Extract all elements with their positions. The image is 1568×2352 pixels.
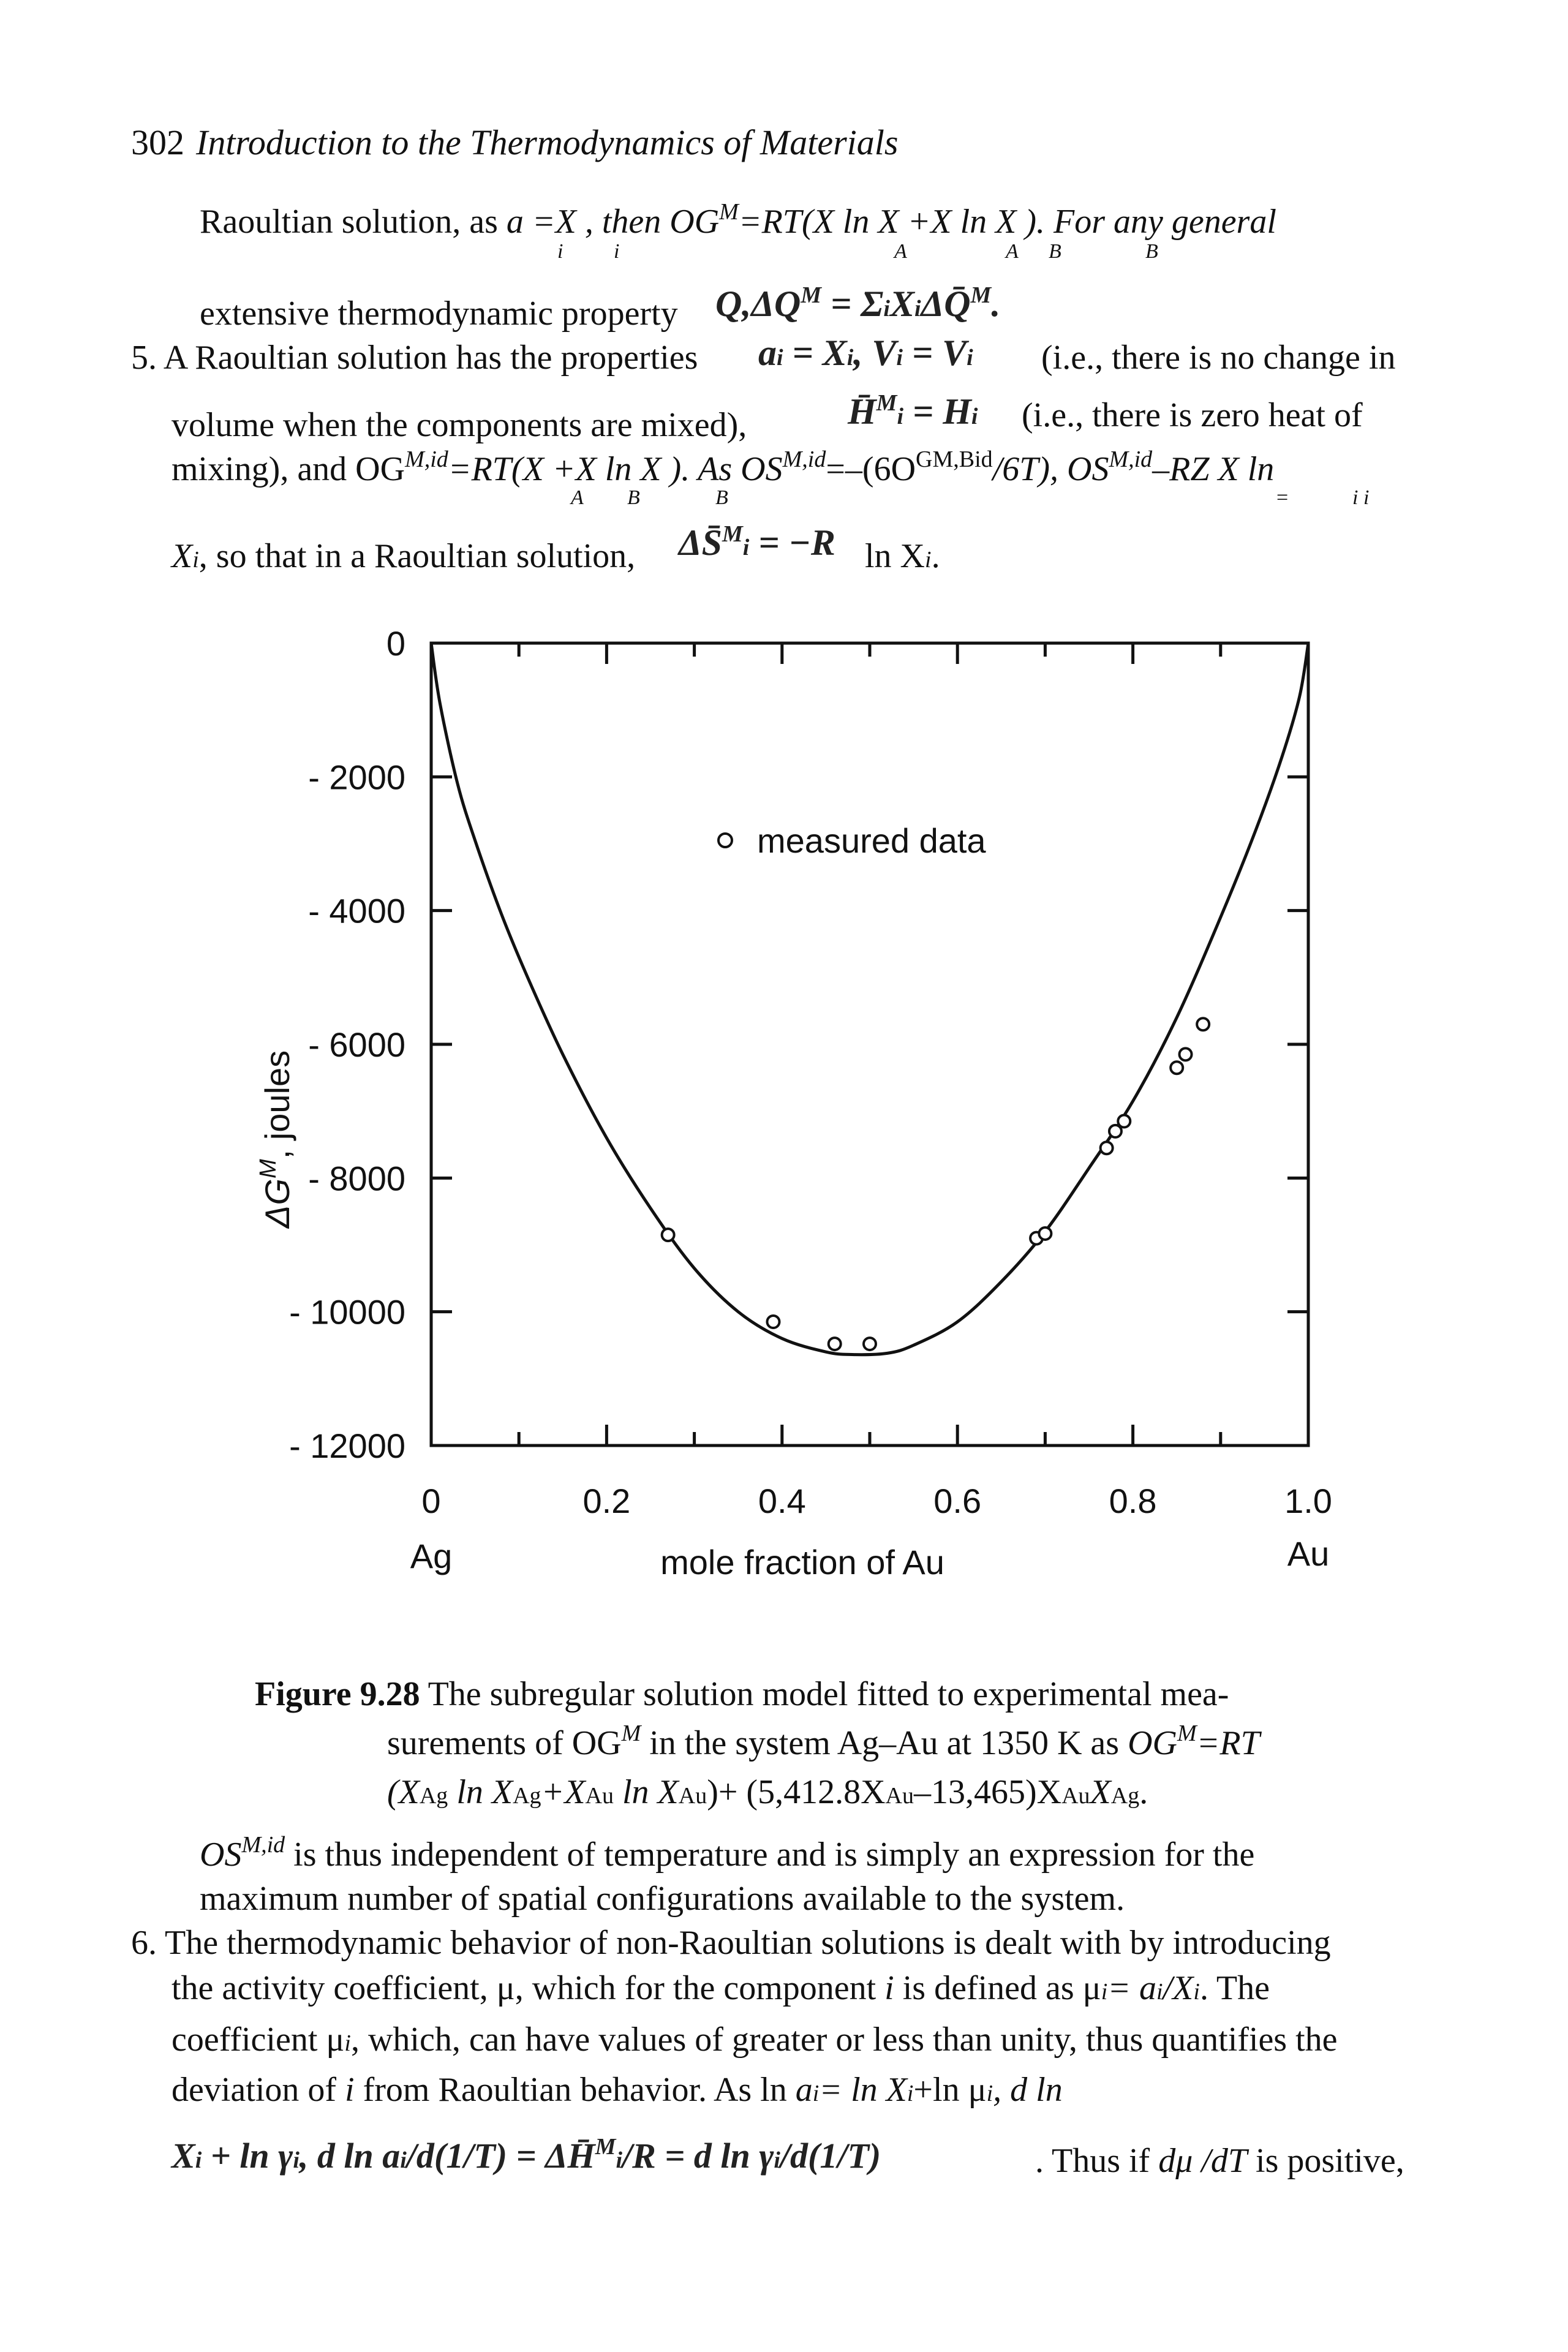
item6-3b: , which, can have values of greater or less than unity, thus quantifies the: [350, 2021, 1338, 2059]
line-1-c: =RT(X ln X +X ln X ). For any general: [738, 203, 1276, 241]
line-3-eq-b: = X: [783, 333, 847, 373]
item6-5-eq-a: X: [172, 2136, 195, 2176]
y-tick-label: - 10000: [289, 1292, 405, 1332]
item6-line-1: 6. The thermodynamic behavior of non-Raoultian solutions is dealt with by introducing: [131, 1924, 1331, 1962]
y-tick-label: - 8000: [308, 1159, 405, 1198]
line-5-sub-b2: B: [715, 486, 728, 509]
figure-caption-line-3: [387, 1775, 1148, 1809]
line-4-eq-sub2: i: [971, 404, 978, 429]
x-tick-label: 0.6: [933, 1482, 982, 1520]
y-tick-label: - 12000: [289, 1427, 405, 1465]
line-1-sup: M: [719, 199, 739, 225]
y-tick-label: - 2000: [308, 758, 405, 797]
item6-5-eq-f: /d(1/T): [780, 2136, 881, 2176]
line-1-sub-b2: B: [1145, 240, 1158, 263]
line-6-c1: ln X: [865, 537, 925, 575]
line-4-eq-b: = H: [903, 391, 971, 432]
item6-5d: is positive,: [1247, 2142, 1404, 2180]
line-2-eq-d: ΔQ̄: [921, 284, 971, 324]
line-4-eq-sub: i: [897, 404, 904, 429]
y-tick-label: - 4000: [308, 891, 405, 930]
line-2-eq-sub-i: i: [883, 296, 890, 322]
item6-5-eq-d: /d(1/T) = ΔH̄: [406, 2136, 595, 2176]
data-point: [1039, 1227, 1051, 1240]
line-4-eq-sup: M: [876, 390, 897, 416]
cap3-s6: Au: [1061, 1783, 1090, 1809]
line-3-eq-sub2: i: [846, 345, 854, 371]
line-5-sup3: GM,Bid: [916, 447, 993, 472]
data-point: [1101, 1142, 1113, 1154]
chart-axes: [431, 643, 1308, 1446]
item6-4c: from Raoultian behavior. As ln: [354, 2071, 796, 2109]
x-tick-label: 0: [421, 1482, 441, 1520]
line-5-a: mixing), and OG: [172, 450, 405, 488]
page-number: 302: [131, 123, 184, 162]
line-5-sub-a: A: [571, 486, 584, 509]
x-tick-label: 0.8: [1109, 1482, 1157, 1520]
cap3-s7: Ag: [1110, 1783, 1140, 1809]
line-5-sub-b: B: [627, 486, 640, 509]
line-4-eq-a: H̄: [848, 391, 876, 432]
item6-3-sub: i: [344, 2030, 351, 2056]
line-3-eq-sub1: i: [777, 345, 783, 371]
para-end-1b: is thus independent of temperature and is simply an expression for the: [293, 1836, 1255, 1874]
item6-5-eq-s2: i: [293, 2147, 300, 2173]
item6-2f: . The: [1199, 1969, 1270, 2007]
line-6-eq-a: ΔS̄: [679, 522, 722, 563]
item6-5-eq-c: , d ln a: [299, 2136, 401, 2176]
line-3-eq-c: , V: [853, 333, 897, 373]
item6-5-eq-s1: i: [195, 2147, 202, 2173]
item6-4a: deviation of: [172, 2071, 345, 2109]
line-1-sub-a2: A: [1006, 240, 1019, 263]
data-point: [1180, 1048, 1192, 1060]
line-4-b: (i.e., there is zero heat of: [1022, 396, 1363, 434]
caption-line-2-sup2: M: [1177, 1721, 1197, 1746]
item6-4f: +ln μ: [913, 2071, 987, 2109]
line-3-eq-sub4: i: [967, 345, 973, 371]
cap3-s2: Ag: [513, 1783, 541, 1809]
data-point: [767, 1316, 779, 1328]
figure-caption-line-2: [387, 1721, 1260, 1762]
item6-line-4: [172, 2073, 1063, 2107]
line-6-c-sub: i: [925, 547, 932, 573]
cap3-g: X: [1090, 1773, 1111, 1811]
line-3-b: (i.e., there is no change in: [1041, 339, 1396, 377]
item6-line-3: [172, 2022, 1338, 2057]
line-1-a: Raoultian solution, as: [200, 203, 507, 241]
line-5-sup4: M,id: [1109, 447, 1153, 472]
cap3-e: )+ (5,412.8X: [707, 1773, 886, 1811]
cap3-f: –13,465)X: [913, 1773, 1062, 1811]
item6-5c: dμ /dT: [1158, 2142, 1248, 2180]
x-tick-label: 0.2: [582, 1482, 631, 1520]
line-6-eq-sub: i: [742, 535, 750, 560]
item6-3a: coefficient μ: [172, 2021, 345, 2059]
x-end-label-ag: Ag: [410, 1537, 453, 1575]
line-6-eq-sup: M: [722, 521, 743, 547]
data-point: [1170, 1061, 1183, 1074]
item6-line-5: [1035, 2144, 1404, 2178]
cap3-d: ln X: [613, 1773, 679, 1811]
caption-line-2c: OG: [1128, 1724, 1177, 1762]
figure-label: Figure 9.28: [255, 1675, 420, 1713]
plot-frame: [431, 643, 1308, 1446]
para-end-line-1: [200, 1832, 1255, 1874]
caption-line-2b: in the system Ag–Au at 1350 K as: [641, 1724, 1128, 1762]
item6-2-sub2: i: [1156, 1979, 1163, 2005]
line-5-e: –RZ X ln: [1152, 450, 1275, 488]
item6-4g: , d ln: [993, 2071, 1063, 2109]
x-axis-label: mole fraction of Au: [660, 1543, 944, 1581]
cap3-s4: Au: [678, 1783, 707, 1809]
x-tick-label: 0.4: [758, 1482, 806, 1520]
para-end-line-2: maximum number of spatial configurations available to the system.: [200, 1880, 1125, 1918]
item6-5-eq-b: + ln γ: [202, 2136, 293, 2176]
item6-line-2: [172, 1971, 1270, 2005]
item6-line-5-equation: [172, 2135, 881, 2176]
cap3-s3: Au: [585, 1783, 614, 1809]
item6-2c: is defined as μ: [894, 1969, 1101, 2007]
running-title: Introduction to the Thermodynamics of Materials: [196, 123, 899, 162]
y-tick-label: 0: [386, 624, 405, 663]
item6-4d: a: [795, 2071, 813, 2109]
item6-4-sub3: i: [986, 2081, 993, 2106]
y-axis-label: $\Delta G^M$, joules: [255, 1050, 296, 1229]
item6-4-sub1: i: [812, 2081, 820, 2106]
item6-5-eq-s4: i: [616, 2147, 622, 2173]
data-point: [829, 1338, 841, 1350]
item6-4-sub2: i: [907, 2081, 914, 2106]
item6-2b: i: [884, 1969, 894, 2007]
line-2: extensive thermodynamic property: [200, 295, 678, 333]
line-3-eq-sub3: i: [896, 345, 903, 371]
line-3-eq-a: a: [758, 333, 777, 373]
line-5-c: =–(6O: [826, 450, 916, 488]
item6-2d: = a: [1107, 1969, 1157, 2007]
line-1-sub-b1: B: [1049, 240, 1061, 263]
caption-line-2-sup: M: [621, 1721, 641, 1746]
caption-line-2a: surements of OG: [387, 1724, 622, 1762]
x-end-label-au: Au: [1287, 1534, 1330, 1573]
line-6-sub: i: [192, 547, 199, 573]
chart-labels: [255, 624, 1332, 1581]
line-4: volume when the components are mixed),: [172, 406, 747, 444]
item6-5-eq-s5: i: [774, 2147, 780, 2173]
data-point: [1118, 1115, 1130, 1128]
data-point: [662, 1229, 674, 1241]
para-end-1a: OS: [200, 1836, 242, 1874]
line-1-sub-i2: i: [614, 240, 620, 263]
cap3-s5: Au: [885, 1783, 914, 1809]
chart-marks: [431, 643, 1308, 1355]
line-2-eq-a: Q,ΔQ: [715, 284, 801, 324]
line-2-eq-c: X: [889, 284, 915, 324]
item6-5b: . Thus if: [1035, 2142, 1159, 2180]
item6-2-sub1: i: [1101, 1979, 1108, 2005]
line-6-c2: .: [931, 537, 940, 575]
item6-2e: /X: [1163, 1969, 1194, 2007]
y-tick-label: - 6000: [308, 1025, 405, 1064]
cap3-a: (X: [387, 1773, 420, 1811]
item6-5-eq-sup: M: [595, 2134, 616, 2160]
line-5-b: =RT(X +X ln X ). As OS: [448, 450, 783, 488]
caption-line-2d: =RT: [1196, 1724, 1260, 1762]
data-point: [864, 1338, 876, 1350]
item6-2-sub3: i: [1193, 1979, 1200, 2005]
caption-line-1: The subregular solution model fitted to experimental mea-: [420, 1675, 1229, 1713]
line-1-sub-i: i: [557, 240, 564, 263]
line-3-eq-d: = V: [902, 333, 967, 373]
line-2-eq-sup: M: [801, 282, 822, 308]
line-1-b: a =X , then OG: [506, 203, 720, 241]
figure-caption-line-1: [255, 1677, 1229, 1711]
item6-4e: = ln X: [819, 2071, 907, 2109]
line-6-eq-b: = −R: [749, 522, 835, 563]
item6-5-eq-e: /R = d ln γ: [622, 2136, 774, 2176]
cap3-s1: Ag: [419, 1783, 448, 1809]
line-5-sup2: M,id: [782, 447, 826, 472]
line-3: 5. A Raoultian solution has the properties: [131, 339, 698, 377]
legend-label: measured data: [757, 821, 986, 860]
line-6-a: X: [172, 537, 193, 575]
line-5-sub-ii: i i: [1352, 486, 1370, 509]
line-2-eq-sup2: M: [970, 282, 992, 308]
item6-5-eq-s3: i: [400, 2147, 407, 2173]
line-5-sup1: M,id: [405, 447, 448, 472]
item6-2a: the activity coefficient, μ, which for the component: [172, 1969, 885, 2007]
item6-4b: i: [345, 2071, 355, 2109]
line-2-equation: $Q,\Delta Q^M$ = ΣiXiΔQ̄$^M$.: [715, 282, 1001, 324]
x-tick-label: 1.0: [1284, 1482, 1332, 1520]
line-2-eq-b: = Σ: [821, 284, 884, 324]
cap3-c: +X: [541, 1773, 586, 1811]
cap3-h: .: [1139, 1773, 1148, 1811]
model-curve: [431, 643, 1308, 1355]
data-point: [1197, 1018, 1209, 1030]
line-2-eq-sub-i2: i: [914, 296, 921, 322]
legend-marker: [718, 834, 732, 847]
cap3-b: ln X: [448, 1773, 513, 1811]
line-1-sub-a1: A: [894, 240, 907, 263]
para-end-sup: M,id: [241, 1832, 285, 1858]
line-5-sub-eq: =: [1276, 486, 1289, 509]
line-6-b: , so that in a Raoultian solution,: [198, 537, 636, 575]
line-5-d: /6T), OS: [992, 450, 1109, 488]
